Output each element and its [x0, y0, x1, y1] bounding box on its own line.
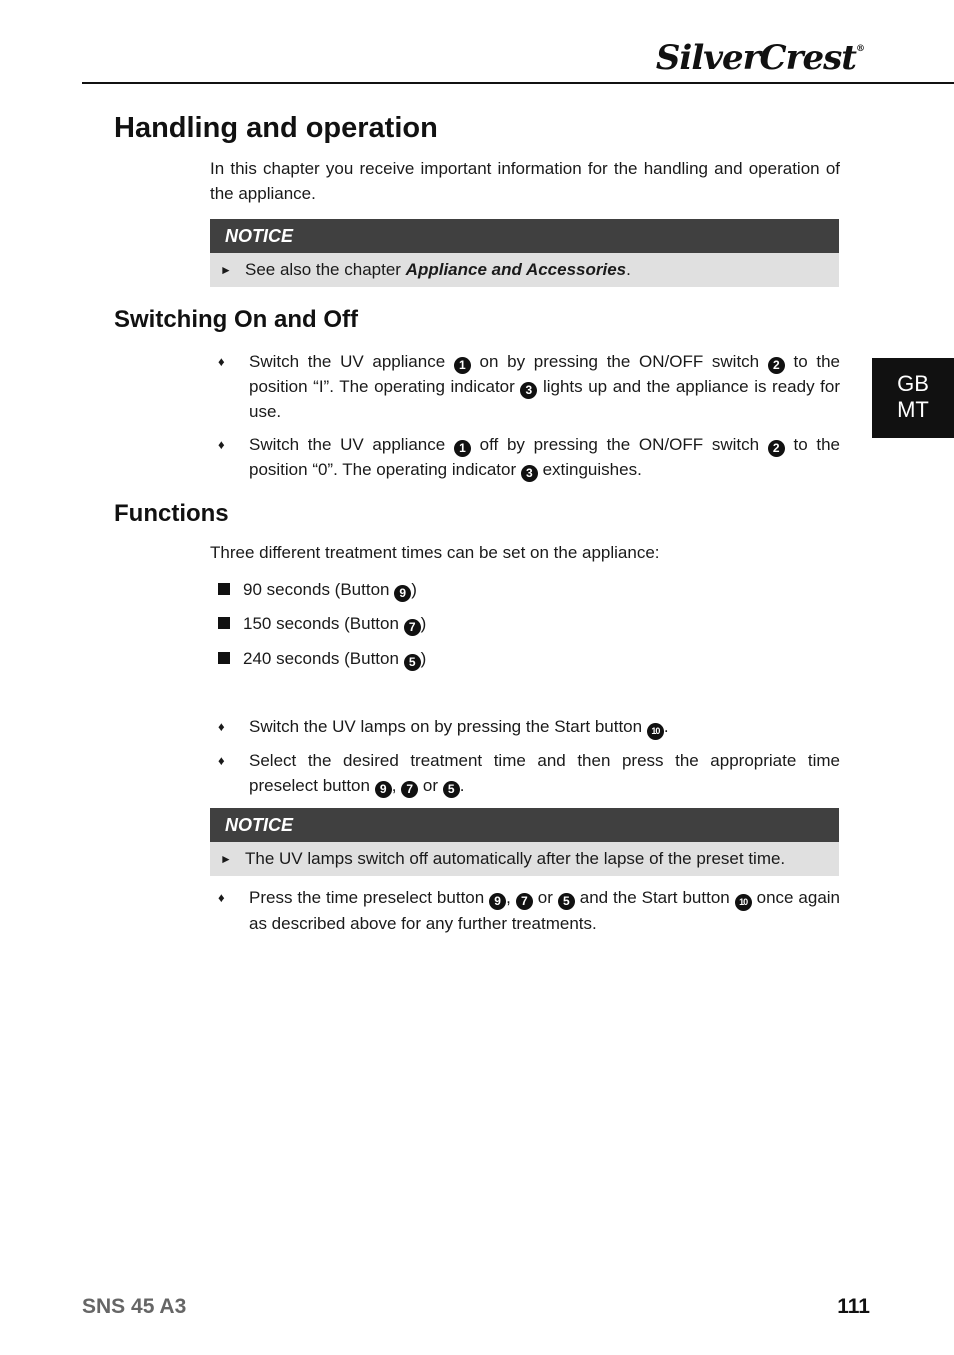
ref-number-badge: 3: [521, 465, 538, 482]
notice-box-1: [210, 219, 839, 287]
diamond-bullet-icon: ♦: [218, 719, 225, 734]
ref-number-badge: 5: [404, 654, 421, 671]
section-title-switching: Switching On and Off: [114, 306, 358, 333]
ref-number-badge: 1: [454, 357, 471, 374]
ref-number-badge: 2: [768, 357, 785, 374]
notice-label: NOTICE: [210, 808, 839, 842]
notice-body: ► The UV lamps switch off automatically after the lapse of the preset time.: [210, 842, 839, 876]
language-tab-mt: MT: [897, 397, 929, 422]
intro-paragraph: In this chapter you receive important information for the handling and operation of the appliance.: [210, 159, 840, 203]
footer-page-number: 111: [837, 1295, 870, 1318]
list-item-repeat: ♦ Press the time preselect button 9 , 7 or 5 and the Start button 10 once again as described above for any further treatments.: [218, 885, 840, 936]
list-item-150s: 150 seconds (Button 7 ): [218, 611, 426, 636]
list-item-switch-off: ♦ Switch the UV appliance 1 off by pressing the ON/OFF switch 2 to the position “0”. The operating indicator 3 extinguishes.: [218, 432, 840, 482]
list-item-start: ♦ Switch the UV lamps on by pressing the Start button 10 .: [218, 714, 840, 740]
notice-label: NOTICE: [210, 219, 839, 253]
diamond-bullet-icon: ♦: [218, 354, 225, 369]
language-tab: [872, 358, 954, 438]
ref-number-badge: 7: [401, 781, 418, 798]
notice-body: ► See also the chapter Appliance and Accessories.: [210, 253, 839, 287]
brand-logo: SilverCrest®: [655, 38, 864, 78]
ref-number-badge: 5: [443, 781, 460, 798]
ref-number-badge: 1: [454, 440, 471, 457]
square-bullet-icon: [218, 652, 230, 664]
square-bullet-icon: [218, 583, 230, 595]
ref-number-badge: 7: [516, 893, 533, 910]
ref-number-badge: 9: [489, 893, 506, 910]
notice-box-2: [210, 808, 839, 876]
ref-number-badge: 5: [558, 893, 575, 910]
diamond-bullet-icon: ♦: [218, 890, 225, 905]
list-item-select-time: ♦ Select the desired treatment time and then press the appropriate time preselect button 9 , 7 or 5 .: [218, 748, 840, 798]
footer-model-number: SNS 45 A3: [82, 1295, 187, 1318]
arrow-right-icon: ►: [220, 263, 232, 277]
ref-number-badge: 9: [394, 585, 411, 602]
diamond-bullet-icon: ♦: [218, 437, 225, 452]
ref-number-badge: 2: [768, 440, 785, 457]
ref-number-badge: 9: [375, 781, 392, 798]
square-bullet-icon: [218, 617, 230, 629]
list-item-switch-on: ♦ Switch the UV appliance 1 on by pressing the ON/OFF switch 2 to the position “I”. The operating indicator 3 lights up and the appliance is ready for use.: [218, 349, 840, 424]
language-tab-gb: GB: [897, 371, 929, 396]
ref-number-badge: 3: [520, 382, 537, 399]
page-title: Handling and operation: [114, 112, 438, 144]
functions-intro: Three different treatment times can be set on the appliance:: [210, 543, 660, 562]
header-rule: [82, 82, 954, 84]
chapter-reference: Appliance and Accessories: [405, 260, 627, 279]
ref-number-badge: 10: [647, 723, 664, 740]
list-item-240s: 240 seconds (Button 5 ): [218, 646, 426, 671]
arrow-right-icon: ►: [220, 852, 232, 866]
list-item-90s: 90 seconds (Button 9 ): [218, 577, 417, 602]
ref-number-badge: 10: [735, 894, 752, 911]
section-title-functions: Functions: [114, 500, 229, 527]
ref-number-badge: 7: [404, 619, 421, 636]
diamond-bullet-icon: ♦: [218, 753, 225, 768]
